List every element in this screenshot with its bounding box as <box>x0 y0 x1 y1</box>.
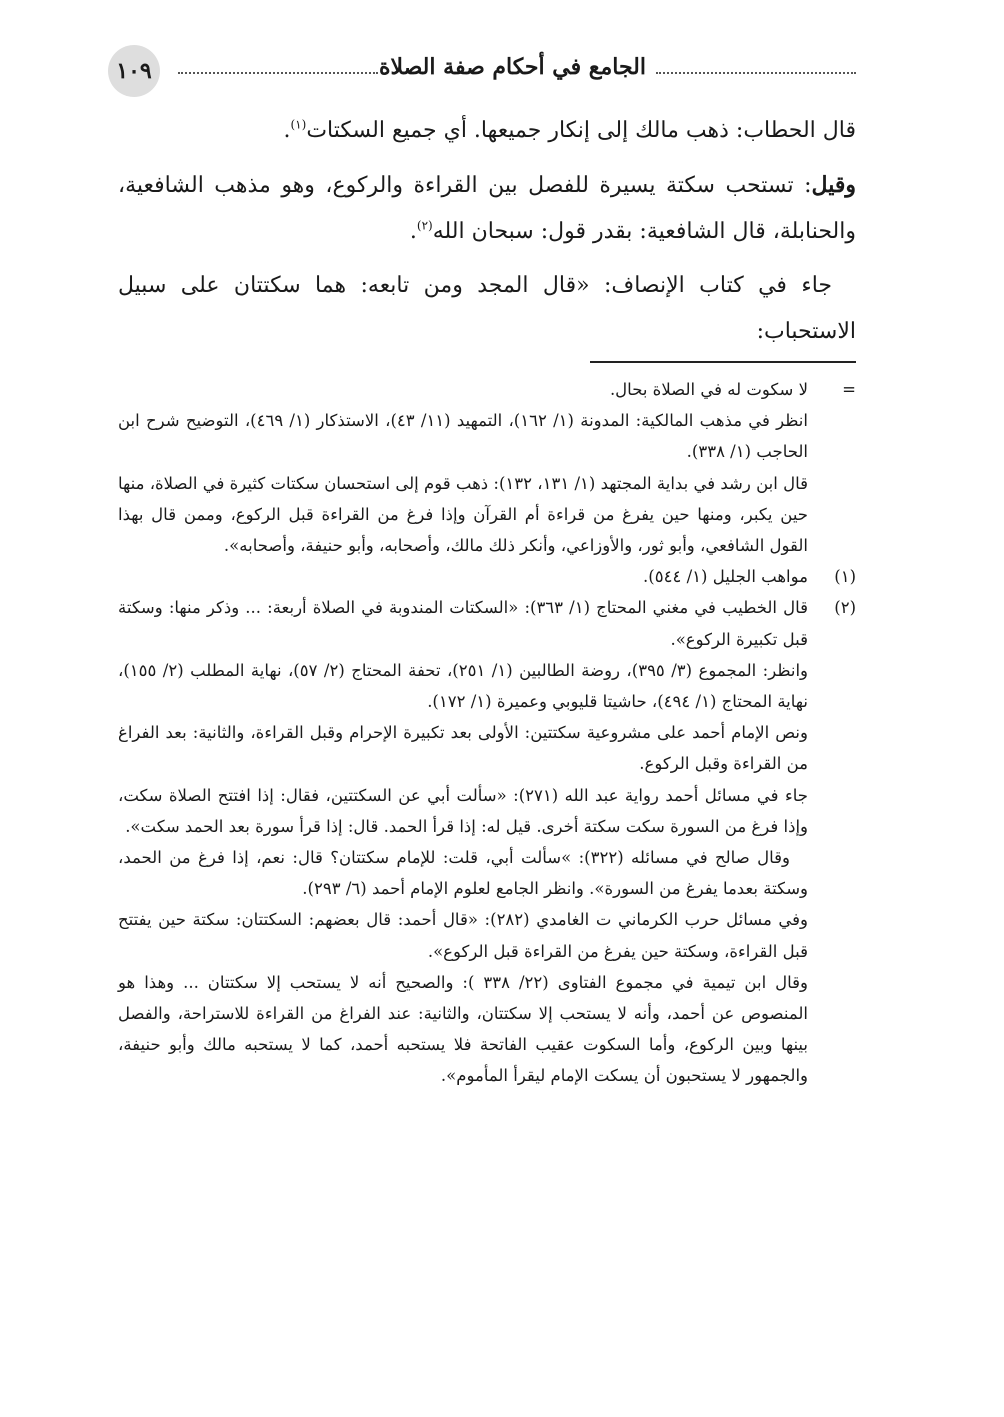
footnotes <box>118 374 856 1092</box>
continuation-marker: = <box>842 380 856 399</box>
paragraph-insaf: جاء في كتاب الإنصاف: «قال المجد ومن تابعه: هما سكتتان على سبيل الاستحباب: <box>118 273 856 344</box>
page-number: ١٠٩ <box>116 58 152 84</box>
paragraph-qila: وقيل: تستحب سكتة يسيرة للفصل بين القراءة والركوع، وهو مذهب الشافعية، والحنابلة، قال الشافعية: بقدر قول: سبحان الله$^{(٢)}$. <box>118 172 856 244</box>
paragraph-hattab: قال الحطاب: ذهب مالك إلى إنكار جميعها. أي جميع السكتات$^{(١)}$. <box>283 117 856 143</box>
footnote-separator <box>590 361 856 363</box>
book-title: الجامع في أحكام صفة الصلاة <box>378 54 646 80</box>
footnote-line: انظر في مذهب المالكية: المدونة (١/ ١٦٢)، التمهيد (١١/ ٤٣)، الاستذكار (١/ ٤٦٩)، التوضيح شرح ابن الحاجب (١/ ٣٣٨). <box>118 411 808 462</box>
footnote-2-paragraph: ونص الإمام أحمد على مشروعية سكتتين: الأولى بعد تكبيرة الإحرام وقبل القراءة، والثانية: بعد الفراغ من القراءة وقبل الركوع. <box>118 723 808 774</box>
footnote-1: (١) مواهب الجليل (١/ ٥٤٤). <box>118 561 856 592</box>
footnote-2-marker: (٢) <box>834 598 856 618</box>
footnote-ref-1[interactable]: (١) <box>290 117 307 132</box>
footnote-1-marker: (١) <box>834 567 856 587</box>
footnote-2-paragraph: وقال ابن تيمية في مجموع الفتاوى (٢٢/ ٣٣٨ ): والصحيح أنه لا يستحب إلا سكتتان ... وهذا هو المنصوص عن أحمد، وأنه لا يستحب إلا سكتتان، والثانية: عند الفراغ من القراءة للاستراحة، والفصل بينها وبين الركوع، وأما السكوت عقيب الفاتحة فلا يستحبه أحمد، كما لا يستحبه مالك وأبو حنيفة، والجمهور لا يستحبون أن يسكت الإمام ليقرأ المأموم». <box>118 972 808 1086</box>
footnote-2-paragraph: وفي مسائل حرب الكرماني ت الغامدي (٢٨٢): «قال أحمد: قال بعضهم: السكتتان: سكتة حين يفتتح قبل القراءة، وسكتة حين يفرغ من القراءة قبل الركوع». <box>118 910 809 961</box>
footnote-2-paragraph: جاء في مسائل أحمد رواية عبد الله (٢٧١): «سألت أبي عن السكتتين، فقال: إذا افتتح الصلاة سكت، وإذا فرغ من السورة سكت سكتة أخرى. قيل له: إذا قرأ الحمد. قال: إذا قرأ سورة بعد الحمد سكت». <box>118 785 808 836</box>
main-text <box>118 108 856 363</box>
header-dotted-leader-left <box>178 72 378 74</box>
page-header <box>108 40 856 100</box>
header-dotted-leader-right <box>656 72 856 74</box>
keyword-qila: وقيل <box>811 172 856 198</box>
footnote-line: قال ابن رشد في بداية المجتهد (١/ ١٣١، ١٣٢): ذهب قوم إلى استحسان سكتات كثيرة في الصلاة، منها حين يكبر، ومنها حين يفرغ من قراءة أم القرآن وإذا فرغ من القراءة قبل الركوع، وممن قال بهذا القول الشافعي، وأبو ثور، والأوزاعي، وأنكر ذلك مالك، وأصحابه، وأبو حنيفة، وأصحابه». <box>118 473 808 556</box>
page-number-badge <box>108 45 160 97</box>
footnote-2-paragraph: وانظر: المجموع (٣/ ٣٩٥)، روضة الطالبين (١/ ٢٥١)، تحفة المحتاج (٢/ ٥٧)، نهاية المطلب (٢/ ١٥٥)، نهاية المحتاج (١/ ٤٩٤)، حاشيتا قليوبي وعميرة (١/ ١٧٢). <box>118 660 809 712</box>
footnote-2-paragraph: وقال صالح في مسائله (٣٢٢): »سألت أبي، قلت: للإمام سكتتان؟ قال: نعم، إذا فرغ من الحمد، وسكتة بعدما يفرغ من السورة». وانظر الجامع لعلوم الإمام أحمد (٦/ ٢٩٣). <box>118 848 808 899</box>
footnote-ref-2[interactable]: (٢) <box>416 218 433 233</box>
footnote-2: (٢) قال الخطيب في مغني المحتاج (١/ ٣٦٣): «السكتات المندوبة في الصلاة أربعة: ... وذكر منها: وسكتة قبل تكبيرة الركوع». <box>118 592 856 654</box>
footnote-continuation: = لا سكوت له في الصلاة بحال. <box>118 374 856 405</box>
